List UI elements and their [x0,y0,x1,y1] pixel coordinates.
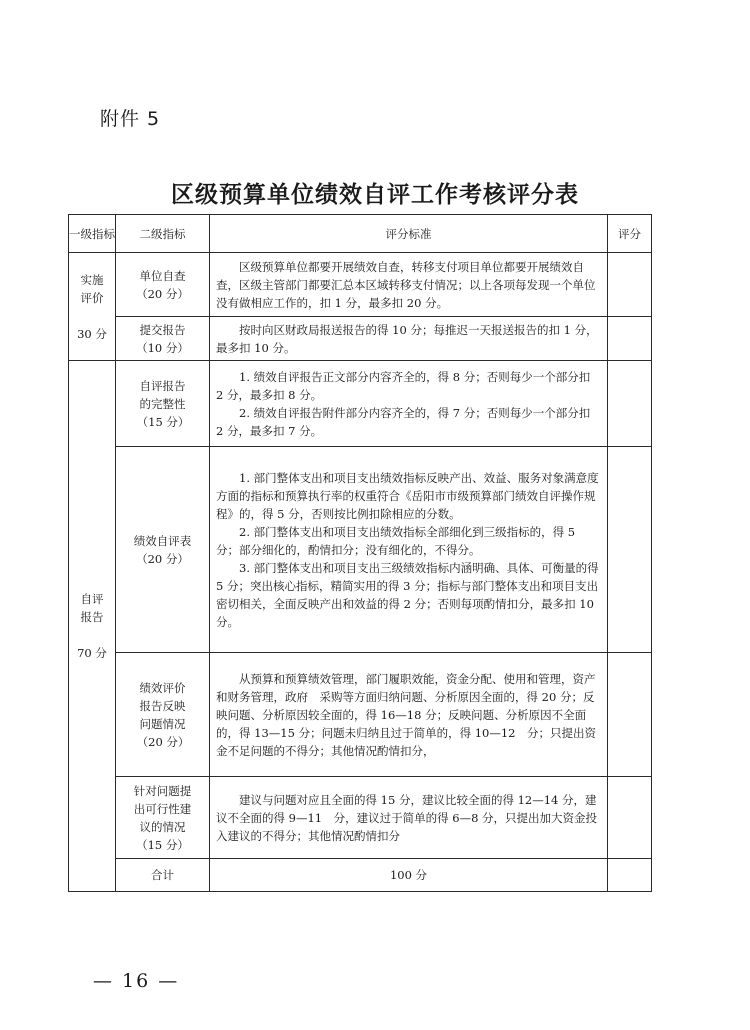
column-header-score: 评分 [608,215,652,253]
scoring-table [68,214,652,892]
page-title: 区级预算单位绩效自评工作考核评分表 [171,181,579,208]
column-header-criteria: 评分标准 [210,215,608,253]
level1-name: 实施评价 [80,272,104,305]
level1-name: 自评报告 [80,592,104,624]
table-row [69,317,652,361]
level1-cell-self-report [69,361,116,892]
level1-points: 70 分 [77,646,107,660]
table-row [69,253,652,317]
level2-cell [116,361,210,447]
level2-cell [116,447,210,653]
criteria-cell [210,447,608,653]
criteria-text: 建议与问题对应且全面的得 15 分，建议比较全面的得 12—14 分，建议不全面的得 9—11 分，建议过于简单的得 6—8 分，只提出加大资金投入建议的不得分；其他情况酌情扣分 [216,792,598,843]
criteria-text: 2. 绩效自评报告附件部分内容齐全的，得 7 分；否则每少一个部分扣 2 分，最多扣 7 分。 [216,405,591,438]
criteria-cell [210,317,608,361]
level2-label: 针对问题提出可行性建议的情况（15 分） [133,783,192,852]
level2-cell [116,317,210,361]
table-row [69,447,652,653]
column-header-level1: 一级指标 [69,215,116,253]
total-points: 100 分 [210,859,608,892]
total-row [69,859,652,892]
criteria-text: 2. 部门整体支出和项目支出绩效指标全部细化到三级指标的，得 5 分；部分细化的，酌情扣分；没有细化的，不得分。 [216,524,576,557]
level2-label: 自评报告的完整性（15 分） [136,378,190,429]
level2-label: 绩效评价报告反映问题情况（20 分） [136,680,190,749]
table-row [69,361,652,447]
score-cell[interactable] [608,447,652,653]
criteria-cell [210,253,608,317]
attachment-label: 附件 5 [100,108,161,130]
score-cell[interactable] [608,653,652,777]
level2-label: 绩效自评表（20 分） [133,533,192,566]
score-cell[interactable] [608,361,652,447]
score-cell[interactable] [608,317,652,361]
criteria-text: 1. 绩效自评报告正文部分内容齐全的，得 8 分；否则每少一个部分扣 2 分，最多扣 8 分。 [216,369,591,402]
criteria-cell [210,653,608,777]
criteria-text: 3. 部门整体支出和项目支出三级绩效指标内涵明确、具体、可衡量的得 5 分；突出核心指标，精简实用的得 3 分；指标与部门整体支出和项目支出密切相关，全面反映产出和效益的得 2 分；否则每项酌情扣分，最多扣 10 分。 [216,560,599,629]
level1-points: 30 分 [77,326,107,341]
criteria-text: 区级预算单位都要开展绩效自查，转移支付项目单位都要开展绩效自查，区级主管部门都要汇总本区域转移支付情况；以上各项每发现一个单位没有做相应工作的，扣 1 分，最多扣 20 分。 [216,259,596,310]
criteria-cell [210,777,608,859]
criteria-text: 从预算和预算绩效管理，部门履职效能，资金分配、使用和管理，资产和财务管理，政府 采购等方面归纳问题、分析原因全面的，得 20 分；反映问题、分析原因较全面的，得 16—18 分；反映问题、分析原因不全面的，得 13—15 分；问题未归纳且过于简单的，得 10—12 分；只提出资金不足问题的不得分；其他情况酌情扣分， [216,671,596,758]
criteria-text: 按时向区财政局报送报告的得 10 分；每推迟一天报送报告的扣 1 分，最多扣 10 分。 [216,322,598,355]
score-cell[interactable] [608,777,652,859]
level2-cell [116,253,210,317]
level2-cell [116,777,210,859]
table-header-row [69,215,652,253]
total-label: 合计 [116,859,210,892]
criteria-cell [210,361,608,447]
level2-label: 提交报告（10 分） [136,322,189,355]
table-row [69,777,652,859]
level2-label: 单位自查（20 分） [136,268,189,301]
level1-cell-implementation [69,253,116,361]
score-cell[interactable] [608,253,652,317]
table-row [69,653,652,777]
total-criteria [608,859,652,892]
level2-cell [116,653,210,777]
column-header-level2: 二级指标 [116,215,210,253]
page-number: — 16 — [93,970,180,992]
criteria-text: 1. 部门整体支出和项目支出绩效指标反映产出、效益、服务对象满意度方面的指标和预算执行率的权重符合《岳阳市市级预算部门绩效自评操作规程》的，得 5 分，否则按比例扣除相应的分数。 [216,470,599,521]
